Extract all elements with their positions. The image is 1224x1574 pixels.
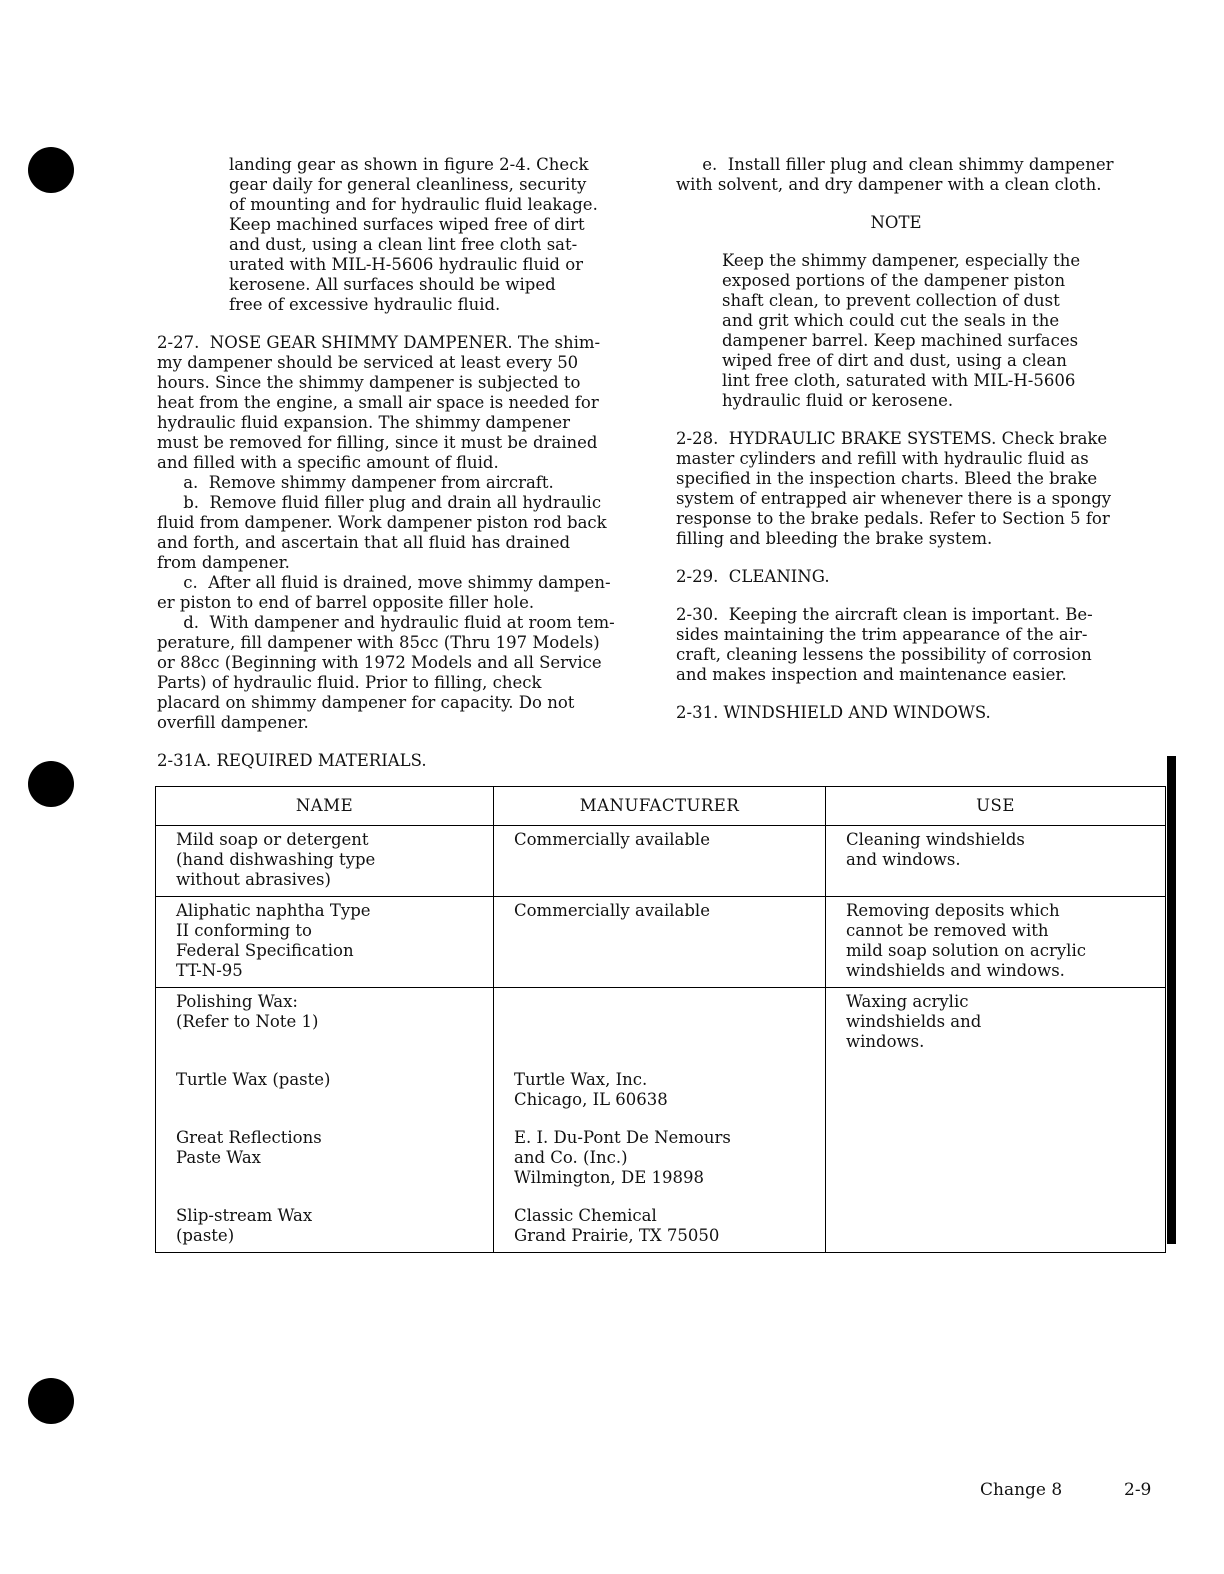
- text-line: filling and bleeding the brake system.: [676, 529, 993, 548]
- product-manufacturer: Classic Chemical: [514, 1206, 657, 1225]
- text-line: my dampener should be serviced at least every 50: [157, 353, 579, 372]
- use-cell: Waxing acrylic windshields and windows.: [826, 988, 1166, 1253]
- text-line: from dampener.: [157, 553, 290, 572]
- binder-hole-bottom: [28, 1378, 74, 1424]
- product-manufacturer: Turtle Wax, Inc.: [514, 1070, 648, 1089]
- text-line: hours. Since the shimmy dampener is subjected to: [157, 373, 581, 392]
- text-line: 2-30. Keeping the aircraft clean is important. Be-: [676, 605, 1093, 624]
- change-bar: [1167, 756, 1176, 1244]
- product-manufacturer: Grand Prairie, TX 75050: [514, 1226, 720, 1245]
- text-line: craft, cleaning lessens the possibility of corrosion: [676, 645, 1092, 664]
- use-cell: Removing deposits which cannot be removed with mild soap solution on acrylic windshields and windows.: [826, 897, 1166, 988]
- text-line: kerosene. All surfaces should be wiped: [229, 275, 556, 294]
- section-2-29-heading: 2-29. CLEANING.: [676, 567, 830, 586]
- text-line: overfill dampener.: [157, 713, 309, 732]
- note-heading: NOTE: [870, 213, 922, 232]
- text-line: free of excessive hydraulic fluid.: [229, 295, 501, 314]
- column-header-name: NAME: [156, 787, 494, 826]
- required-materials-table: [155, 786, 1166, 1253]
- text-line: b. Remove fluid filler plug and drain all hydraulic: [157, 493, 602, 512]
- text-line: d. With dampener and hydraulic fluid at room tem-: [157, 613, 615, 632]
- left-column: [157, 155, 627, 771]
- text-line: sides maintaining the trim appearance of the air-: [676, 625, 1088, 644]
- section-2-31-heading: 2-31. WINDSHIELD AND WINDOWS.: [676, 703, 991, 722]
- text-line: 2-28. HYDRAULIC BRAKE SYSTEMS. Check brake: [676, 429, 1108, 448]
- text-line: specified in the inspection charts. Bleed the brake: [676, 469, 1098, 488]
- text-line: lint free cloth, saturated with MIL-H-5606: [722, 371, 1076, 390]
- text-line: exposed portions of the dampener piston: [722, 271, 1066, 290]
- text-line: and forth, and ascertain that all fluid has drained: [157, 533, 571, 552]
- text-line: er piston to end of barrel opposite filler hole.: [157, 593, 535, 612]
- text-line: gear daily for general cleanliness, security: [229, 175, 587, 194]
- right-column: [676, 155, 1116, 723]
- product-name: Slip-stream Wax: [176, 1206, 313, 1225]
- text-line: with solvent, and dry dampener with a clean cloth.: [676, 175, 1102, 194]
- text-line: placard on shimmy dampener for capacity. Do not: [157, 693, 575, 712]
- text-line: hydraulic fluid expansion. The shimmy dampener: [157, 413, 571, 432]
- text-line: dampener barrel. Keep machined surfaces: [722, 331, 1079, 350]
- binder-hole-top: [28, 147, 74, 193]
- product-manufacturer: and Co. (Inc.): [514, 1148, 628, 1167]
- text-line: fluid from dampener. Work dampener piston rod back: [157, 513, 607, 532]
- table-title: 2-31A. REQUIRED MATERIALS.: [157, 751, 427, 770]
- name-cell: Aliphatic naphtha Type II conforming to Federal Specification TT-N-95: [156, 897, 494, 988]
- product-manufacturer: Wilmington, DE 19898: [514, 1168, 705, 1187]
- text-line: Keep machined surfaces wiped free of dirt: [229, 215, 585, 234]
- change-number: Change 8: [980, 1480, 1063, 1500]
- text-line: response to the brake pedals. Refer to Section 5 for: [676, 509, 1110, 528]
- column-header-manufacturer: MANUFACTURER: [494, 787, 826, 826]
- binder-hole-middle: [28, 761, 74, 807]
- text-line: and makes inspection and maintenance easier.: [676, 665, 1067, 684]
- text-line: urated with MIL-H-5606 hydraulic fluid or: [229, 255, 584, 274]
- text-line: heat from the engine, a small air space is needed for: [157, 393, 599, 412]
- manufacturer-cell: Commercially available: [494, 897, 826, 988]
- column-header-use: USE: [826, 787, 1166, 826]
- manufacturer-cell: [494, 988, 826, 1253]
- section-2-30: [676, 605, 1116, 685]
- text-line: Keep the shimmy dampener, especially the: [722, 251, 1081, 270]
- text-line: 2-27. NOSE GEAR SHIMMY DAMPENER. The shim-: [157, 333, 601, 352]
- product-name: Turtle Wax (paste): [176, 1070, 331, 1089]
- table-row: [156, 826, 1166, 897]
- use-cell: Cleaning windshields and windows.: [826, 826, 1166, 897]
- text-line: must be removed for filling, since it must be drained: [157, 433, 598, 452]
- text-line: perature, fill dampener with 85cc (Thru 197 Models): [157, 633, 600, 652]
- page-number: 2-9: [1124, 1480, 1152, 1500]
- text-line: or 88cc (Beginning with 1972 Models and all Service: [157, 653, 602, 672]
- text-line: e. Install filler plug and clean shimmy dampener: [676, 155, 1114, 174]
- text-line: landing gear as shown in figure 2-4. Check: [229, 155, 589, 174]
- product-name: Great Reflections: [176, 1128, 322, 1147]
- intro-paragraph: [157, 155, 627, 315]
- text-line: and filled with a specific amount of fluid.: [157, 453, 499, 472]
- product-manufacturer: Chicago, IL 60638: [514, 1090, 668, 1109]
- product-name: Paste Wax: [176, 1148, 261, 1167]
- text-line: of mounting and for hydraulic fluid leakage.: [229, 195, 598, 214]
- text-line: hydraulic fluid or kerosene.: [722, 391, 954, 410]
- text-line: wiped free of dirt and dust, using a clean: [722, 351, 1067, 370]
- manufacturer-cell: Commercially available: [494, 826, 826, 897]
- section-2-27: [157, 333, 627, 733]
- product-manufacturer: E. I. Du-Pont De Nemours: [514, 1128, 731, 1147]
- text-line: c. After all fluid is drained, move shimmy dampen-: [157, 573, 611, 592]
- table-header-row: [156, 787, 1166, 826]
- table-row: [156, 988, 1166, 1253]
- name-cell: Mild soap or detergent (hand dishwashing type without abrasives): [156, 826, 494, 897]
- text-line: system of entrapped air whenever there is a spongy: [676, 489, 1112, 508]
- table-row: [156, 897, 1166, 988]
- text-line: shaft clean, to prevent collection of dust: [722, 291, 1060, 310]
- note-body: [676, 251, 1116, 411]
- text-line: and dust, using a clean lint free cloth sat-: [229, 235, 578, 254]
- name-cell: Polishing Wax: (Refer to Note 1) Turtle Wax (paste) Great Reflections Paste Wax Slip-stream Wax (paste): [156, 988, 494, 1253]
- section-2-28: [676, 429, 1116, 549]
- product-name: (paste): [176, 1226, 235, 1245]
- text-line: and grit which could cut the seals in the: [722, 311, 1060, 330]
- text-line: a. Remove shimmy dampener from aircraft.: [157, 473, 554, 492]
- text-line: Parts) of hydraulic fluid. Prior to filling, check: [157, 673, 542, 692]
- text-line: master cylinders and refill with hydraulic fluid as: [676, 449, 1089, 468]
